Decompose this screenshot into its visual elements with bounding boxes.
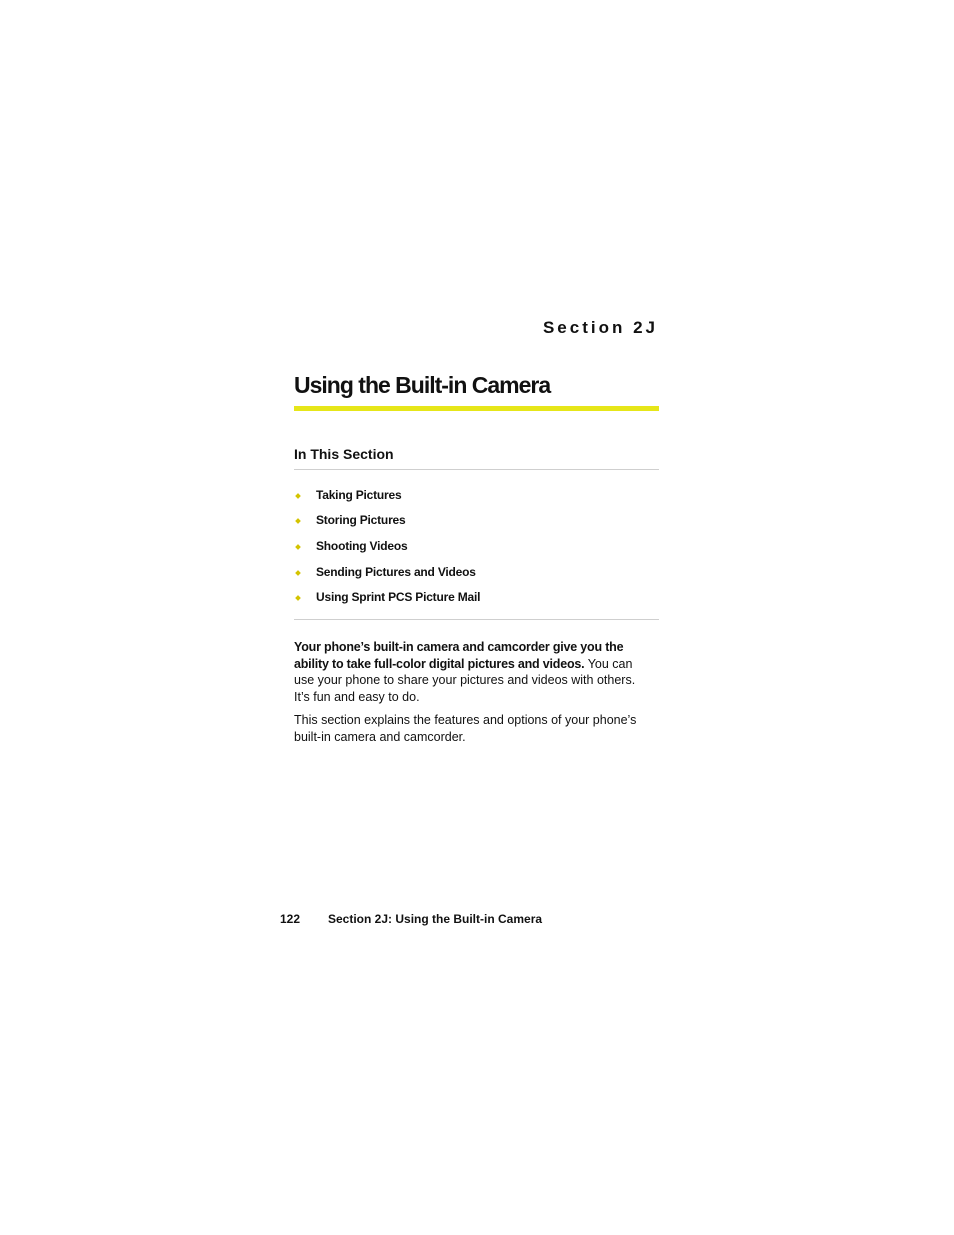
title-underline-rule <box>294 406 659 411</box>
footer-section-title: Section 2J: Using the Built-in Camera <box>328 912 543 926</box>
intro-paragraph <box>294 639 644 706</box>
diamond-bullet-icon <box>294 569 316 575</box>
diamond-bullet-icon <box>294 543 316 549</box>
in-this-section-heading: In This Section <box>294 446 394 462</box>
section-contents-list <box>294 482 480 610</box>
list-item-label: Shooting Videos <box>316 538 408 553</box>
list-item-label: Taking Pictures <box>316 487 402 502</box>
page-footer <box>280 912 542 926</box>
intro-regular-text: You can use your phone to share your pictures and videos with others. It’s fun and easy to do. <box>294 656 636 705</box>
list-item-sending-pictures-videos <box>294 559 480 585</box>
list-item-label: Using Sprint PCS Picture Mail <box>316 590 481 605</box>
list-item-storing-pictures <box>294 508 480 534</box>
diamond-bullet-icon <box>294 492 316 498</box>
list-item-picture-mail <box>294 584 480 610</box>
list-item-label: Sending Pictures and Videos <box>316 564 476 579</box>
list-item-shooting-videos <box>294 533 480 559</box>
diamond-bullet-icon <box>294 594 316 600</box>
explanation-paragraph: This section explains the features and options of your phone’s built-in camera and camcorder. <box>294 713 637 744</box>
divider-bottom <box>294 619 659 620</box>
page-title: Using the Built-in Camera <box>294 372 551 398</box>
page-number: 122 <box>280 912 301 926</box>
divider-top <box>294 469 659 470</box>
section-label: Section 2J <box>542 318 658 337</box>
list-item-taking-pictures <box>294 482 480 508</box>
intro-bold-text: Your phone’s built-in camera and camcorder give you the ability to take full-color digital pictures and videos. <box>294 640 624 671</box>
list-item-label: Storing Pictures <box>316 513 406 528</box>
diamond-bullet-icon <box>294 517 316 523</box>
